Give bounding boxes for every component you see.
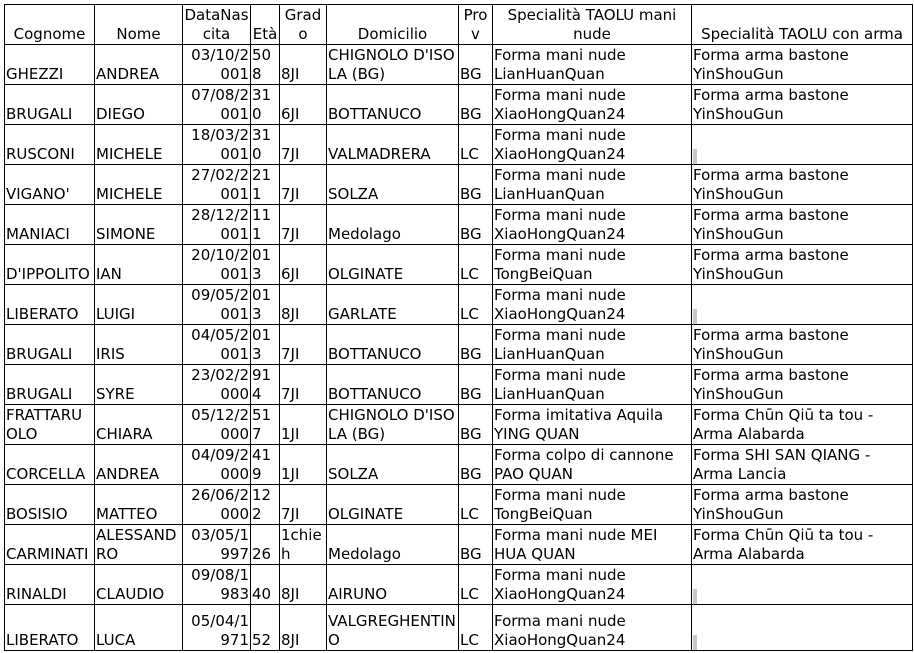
cell-prov[interactable]: LC	[459, 285, 493, 325]
cell-eta[interactable]: 40	[251, 565, 280, 605]
cell-specialita-mani-nude[interactable]: Forma imitativa Aquila YING QUAN	[493, 405, 692, 445]
cell-data-nascita[interactable]: 05/12/2000	[183, 405, 251, 445]
cell-specialita-con-arma[interactable]: Forma SHI SAN QIANG - Arma Lancia	[692, 445, 913, 485]
cell-nome[interactable]: SYRE	[95, 365, 183, 405]
cell-data-nascita[interactable]: 03/10/2001	[183, 45, 251, 85]
cell-nome[interactable]: IRIS	[95, 325, 183, 365]
cell-specialita-mani-nude[interactable]: Forma colpo di cannone PAO QUAN	[493, 445, 692, 485]
cell-grado[interactable]: 8JI	[280, 565, 327, 605]
cell-domicilio[interactable]: CHIGNOLO D'ISOLA (BG)	[327, 405, 459, 445]
cell-grado[interactable]: 1chieh	[280, 525, 327, 565]
cell-domicilio[interactable]: BOTTANUCO	[327, 325, 459, 365]
table-row	[5, 605, 913, 651]
spreadsheet-table	[4, 4, 913, 651]
cell-cognome[interactable]: BRUGALI	[5, 365, 95, 405]
table-row	[5, 85, 913, 125]
cell-data-nascita[interactable]: 09/08/1983	[183, 565, 251, 605]
empty-cell-marker	[693, 309, 697, 324]
cell-eta[interactable]: 013	[251, 245, 280, 285]
cell-data-nascita[interactable]: 23/02/2000	[183, 365, 251, 405]
cell-cognome[interactable]: RINALDI	[5, 565, 95, 605]
cell-eta[interactable]: 52	[251, 605, 280, 651]
cell-cognome[interactable]: VIGANO'	[5, 165, 95, 205]
cell-specialita-mani-nude[interactable]: Forma mani nude XiaoHongQuan24	[493, 205, 692, 245]
cell-eta[interactable]: 122	[251, 485, 280, 525]
cell-nome[interactable]: IAN	[95, 245, 183, 285]
cell-cognome[interactable]: BOSISIO	[5, 485, 95, 525]
cell-nome[interactable]: LUIGI	[95, 285, 183, 325]
cell-domicilio[interactable]: Medolago	[327, 205, 459, 245]
table-row	[5, 365, 913, 405]
header-eta[interactable]: Età	[251, 5, 280, 45]
cell-data-nascita[interactable]: 20/10/2001	[183, 245, 251, 285]
cell-nome[interactable]: CHIARA	[95, 405, 183, 445]
cell-specialita-mani-nude[interactable]: Forma mani nude XiaoHongQuan24	[493, 565, 692, 605]
cell-nome[interactable]: CLAUDIO	[95, 565, 183, 605]
cell-specialita-con-arma[interactable]: Forma arma bastone YinShouGun	[692, 365, 913, 405]
cell-eta[interactable]: 26	[251, 525, 280, 565]
cell-prov[interactable]: LC	[459, 245, 493, 285]
cell-grado[interactable]: 7JI	[280, 365, 327, 405]
cell-domicilio[interactable]: BOTTANUCO	[327, 85, 459, 125]
cell-data-nascita[interactable]: 28/12/2001	[183, 205, 251, 245]
cell-grado[interactable]: 8JI	[280, 45, 327, 85]
cell-nome[interactable]: DIEGO	[95, 85, 183, 125]
cell-cognome[interactable]: CORCELLA	[5, 445, 95, 485]
cell-specialita-mani-nude[interactable]: Forma mani nude LianHuanQuan	[493, 365, 692, 405]
cell-domicilio[interactable]: OLGINATE	[327, 245, 459, 285]
cell-grado[interactable]: 8JI	[280, 605, 327, 651]
cell-specialita-con-arma[interactable]: Forma arma bastone YinShouGun	[692, 165, 913, 205]
header-nome[interactable]: Nome	[95, 5, 183, 45]
cell-specialita-con-arma[interactable]: Forma Chūn Qiū ta tou - Arma Alabarda	[692, 405, 913, 445]
cell-grado[interactable]: 1JI	[280, 445, 327, 485]
table-row	[5, 285, 913, 325]
cell-data-nascita[interactable]: 04/09/2000	[183, 445, 251, 485]
cell-eta[interactable]: 310	[251, 85, 280, 125]
cell-eta[interactable]: 310	[251, 125, 280, 165]
cell-domicilio[interactable]: VALMADRERA	[327, 125, 459, 165]
cell-data-nascita[interactable]: 03/05/1997	[183, 525, 251, 565]
cell-eta[interactable]: 013	[251, 325, 280, 365]
cell-specialita-con-arma[interactable]: Forma arma bastone YinShouGun	[692, 325, 913, 365]
cell-eta[interactable]: 111	[251, 205, 280, 245]
cell-specialita-mani-nude[interactable]: Forma mani nude XiaoHongQuan24	[493, 285, 692, 325]
cell-eta[interactable]: 914	[251, 365, 280, 405]
cell-prov[interactable]: BG	[459, 85, 493, 125]
header-grado[interactable]: Grado	[280, 5, 327, 45]
table-row	[5, 45, 913, 85]
cell-specialita-mani-nude[interactable]: Forma mani nude XiaoHongQuan24	[493, 85, 692, 125]
cell-specialita-mani-nude[interactable]: Forma mani nude MEI HUA QUAN	[493, 525, 692, 565]
header-domicilio[interactable]: Domicilio	[327, 5, 459, 45]
cell-prov[interactable]: BG	[459, 45, 493, 85]
cell-domicilio[interactable]: OLGINATE	[327, 485, 459, 525]
cell-nome[interactable]: MICHELE	[95, 165, 183, 205]
cell-eta[interactable]: 419	[251, 445, 280, 485]
cell-grado[interactable]: 7JI	[280, 125, 327, 165]
cell-specialita-con-arma[interactable]: Forma arma bastone YinShouGun	[692, 45, 913, 85]
cell-data-nascita[interactable]: 04/05/2001	[183, 325, 251, 365]
empty-cell-marker	[693, 589, 697, 604]
header-specialita-mani-nude[interactable]: Specialità TAOLU mani nude	[493, 5, 692, 45]
cell-cognome[interactable]: RUSCONI	[5, 125, 95, 165]
cell-cognome[interactable]: BRUGALI	[5, 325, 95, 365]
cell-specialita-con-arma[interactable]: Forma Chūn Qiū ta tou - Arma Alabarda	[692, 525, 913, 565]
cell-prov[interactable]: BG	[459, 165, 493, 205]
cell-nome[interactable]: MICHELE	[95, 125, 183, 165]
cell-nome[interactable]: ALESSANDRO	[95, 525, 183, 565]
cell-eta[interactable]: 517	[251, 405, 280, 445]
cell-data-nascita[interactable]: 26/06/2000	[183, 485, 251, 525]
table-row	[5, 565, 913, 605]
cell-data-nascita[interactable]: 07/08/2001	[183, 85, 251, 125]
cell-prov[interactable]: BG	[459, 325, 493, 365]
table-row	[5, 125, 913, 165]
cell-specialita-mani-nude[interactable]: Forma mani nude TongBeiQuan	[493, 485, 692, 525]
header-row	[5, 5, 913, 45]
header-prov[interactable]: Prov	[459, 5, 493, 45]
cell-eta[interactable]: 013	[251, 285, 280, 325]
empty-cell-marker	[693, 149, 697, 164]
cell-nome[interactable]: SIMONE	[95, 205, 183, 245]
cell-nome[interactable]: MATTEO	[95, 485, 183, 525]
cell-prov[interactable]: LC	[459, 485, 493, 525]
cell-domicilio[interactable]: GARLATE	[327, 285, 459, 325]
cell-prov[interactable]: BG	[459, 405, 493, 445]
cell-eta[interactable]: 508	[251, 45, 280, 85]
cell-specialita-con-arma[interactable]: Forma arma bastone YinShouGun	[692, 245, 913, 285]
cell-specialita-con-arma[interactable]: Forma arma bastone YinShouGun	[692, 205, 913, 245]
cell-prov[interactable]: BG	[459, 365, 493, 405]
cell-domicilio[interactable]: SOLZA	[327, 445, 459, 485]
cell-prov[interactable]: BG	[459, 205, 493, 245]
cell-prov[interactable]: LC	[459, 125, 493, 165]
table-row	[5, 525, 913, 565]
cell-domicilio[interactable]: VALGREGHENTINO	[327, 605, 459, 651]
cell-prov[interactable]: BG	[459, 525, 493, 565]
cell-nome[interactable]: ANDREA	[95, 445, 183, 485]
cell-specialita-con-arma[interactable]	[692, 125, 913, 165]
cell-domicilio[interactable]: BOTTANUCO	[327, 365, 459, 405]
cell-domicilio[interactable]: AIRUNO	[327, 565, 459, 605]
cell-cognome[interactable]: LIBERATO	[5, 285, 95, 325]
cell-cognome[interactable]: MANIACI	[5, 205, 95, 245]
cell-data-nascita[interactable]: 09/05/2001	[183, 285, 251, 325]
cell-grado[interactable]: 7JI	[280, 325, 327, 365]
cell-cognome[interactable]: LIBERATO	[5, 605, 95, 651]
cell-grado[interactable]: 6JI	[280, 85, 327, 125]
table-row	[5, 325, 913, 365]
table-row	[5, 165, 913, 205]
cell-nome[interactable]: ANDREA	[95, 45, 183, 85]
cell-cognome[interactable]: D'IPPOLITO	[5, 245, 95, 285]
cell-cognome[interactable]: BRUGALI	[5, 85, 95, 125]
cell-specialita-con-arma[interactable]	[692, 565, 913, 605]
cell-data-nascita[interactable]: 18/03/2001	[183, 125, 251, 165]
header-data-nascita[interactable]: DataNascita	[184, 6, 249, 43]
cell-specialita-con-arma[interactable]	[692, 605, 913, 651]
cell-prov[interactable]: LC	[459, 605, 493, 651]
cell-eta[interactable]: 211	[251, 165, 280, 205]
cell-domicilio[interactable]: CHIGNOLO D'ISOLA (BG)	[327, 45, 459, 85]
table-row	[5, 245, 913, 285]
cell-grado[interactable]: 1JI	[280, 405, 327, 445]
cell-grado[interactable]: 6JI	[280, 245, 327, 285]
cell-specialita-mani-nude[interactable]: Forma mani nude LianHuanQuan	[493, 325, 692, 365]
table-row	[5, 485, 913, 525]
cell-cognome[interactable]: CARMINATI	[5, 525, 95, 565]
cell-cognome[interactable]: GHEZZI	[5, 45, 95, 85]
cell-specialita-mani-nude[interactable]: Forma mani nude LianHuanQuan	[493, 165, 692, 205]
cell-data-nascita[interactable]: 05/04/1971	[183, 605, 251, 651]
table-row	[5, 405, 913, 445]
cell-specialita-con-arma[interactable]: Forma arma bastone YinShouGun	[692, 485, 913, 525]
cell-domicilio[interactable]: SOLZA	[327, 165, 459, 205]
cell-specialita-mani-nude[interactable]: Forma mani nude TongBeiQuan	[493, 245, 692, 285]
cell-specialita-con-arma[interactable]	[692, 285, 913, 325]
cell-nome[interactable]: LUCA	[95, 605, 183, 651]
cell-specialita-mani-nude[interactable]: Forma mani nude XiaoHongQuan24	[493, 605, 692, 651]
table-row	[5, 205, 913, 245]
cell-grado[interactable]: 7JI	[280, 485, 327, 525]
cell-prov[interactable]: BG	[459, 445, 493, 485]
cell-grado[interactable]: 7JI	[280, 165, 327, 205]
cell-specialita-mani-nude[interactable]: Forma mani nude XiaoHongQuan24	[493, 125, 692, 165]
cell-cognome[interactable]: FRATTARUOLO	[5, 405, 95, 445]
empty-cell-marker	[693, 635, 697, 650]
cell-specialita-con-arma[interactable]: Forma arma bastone YinShouGun	[692, 85, 913, 125]
table-row	[5, 445, 913, 485]
cell-data-nascita[interactable]: 27/02/2001	[183, 165, 251, 205]
cell-grado[interactable]: 8JI	[280, 285, 327, 325]
cell-domicilio[interactable]: Medolago	[327, 525, 459, 565]
header-cognome[interactable]: Cognome	[5, 5, 95, 45]
cell-specialita-mani-nude[interactable]: Forma mani nude LianHuanQuan	[493, 45, 692, 85]
table-body	[5, 45, 913, 651]
header-specialita-con-arma[interactable]: Specialità TAOLU con arma	[692, 5, 913, 45]
cell-grado[interactable]: 7JI	[280, 205, 327, 245]
cell-prov[interactable]: LC	[459, 565, 493, 605]
